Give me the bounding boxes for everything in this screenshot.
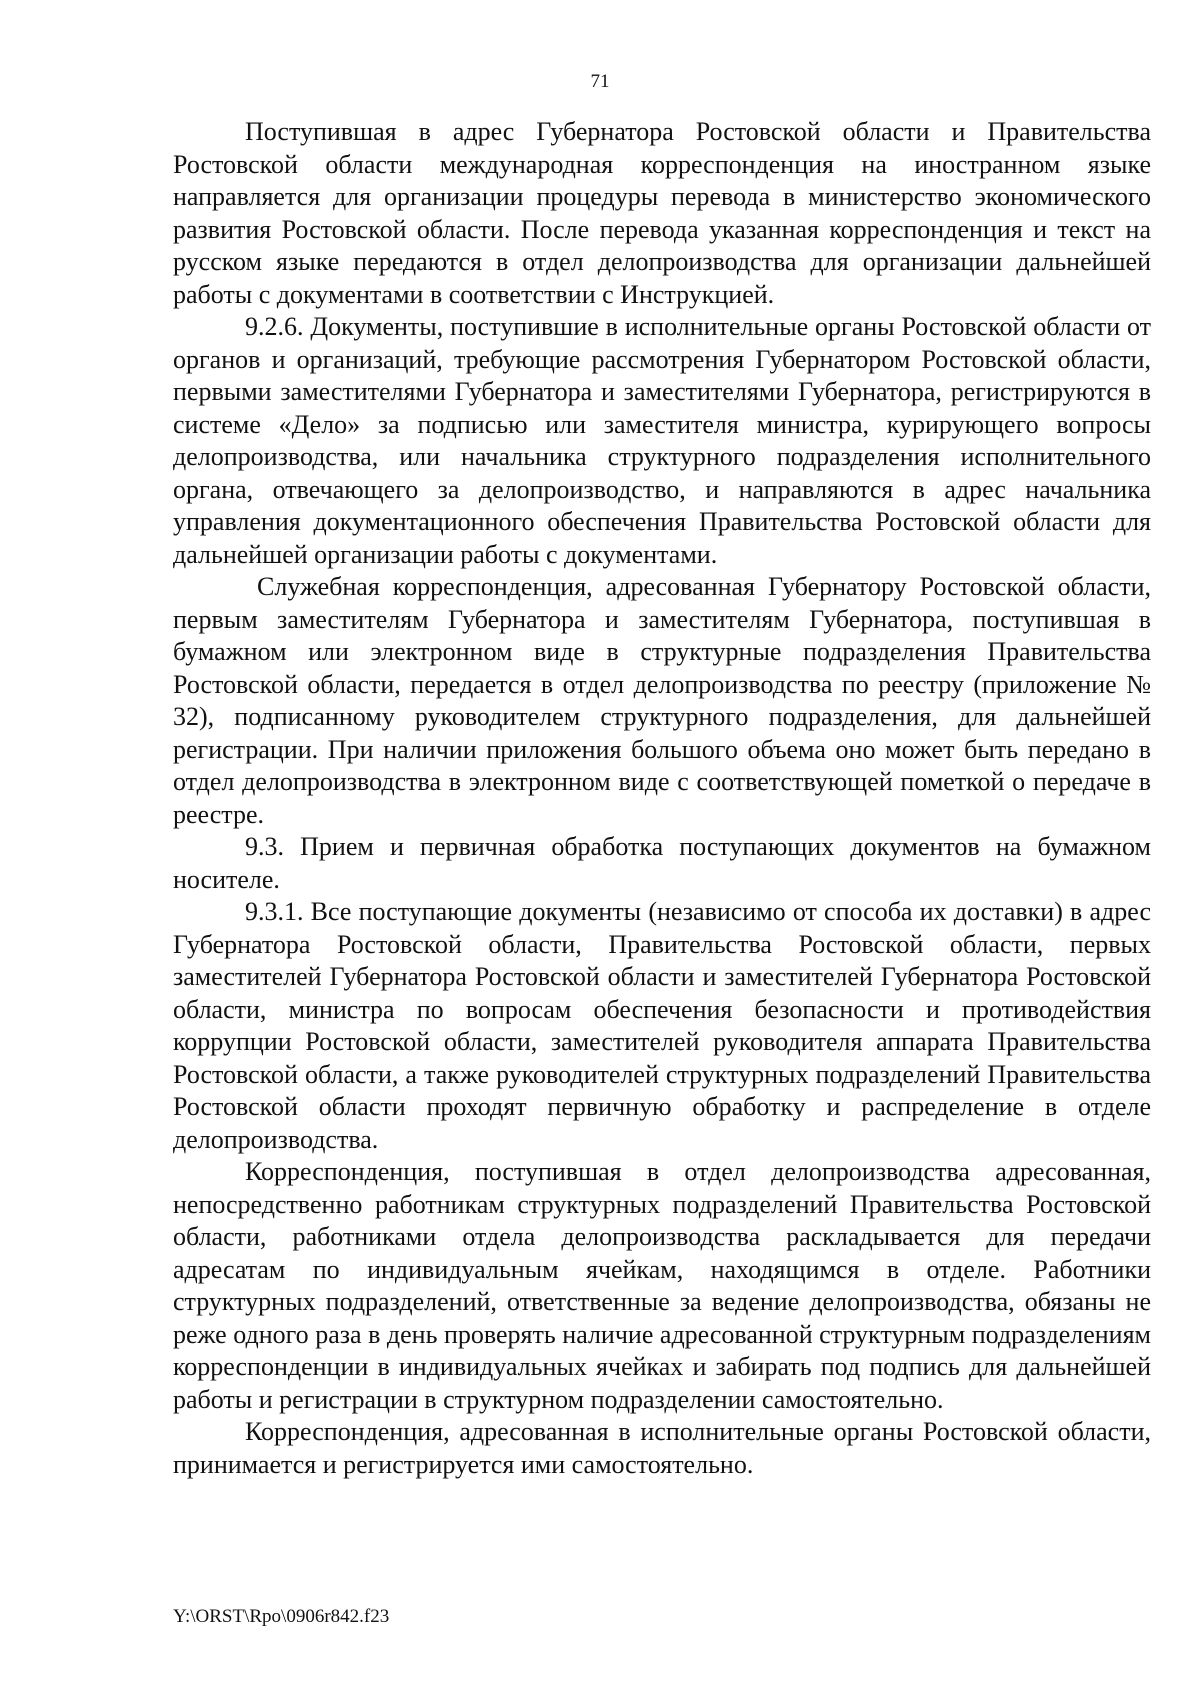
paragraph-9-2-6: 9.2.6. Документы, поступившие в исполнительные органы Ростовской области от органов и организаций, требующие рассмотрения Губернатором Ростовской области, первыми заместителями Губернатора и заместителями Губернатора, регистрируются в системе «Дело» за подписью или заместителя министра, курирующего вопросы делопроизводства, или начальника структурного подразделения исполнительного органа, отвечающего за делопроизводство, и направляются в адрес начальника управления документационного обеспечения Правительства Ростовской области для дальнейшей организации работы с документами. bbox=[173, 312, 1151, 569]
paragraph-executive-bodies-correspondence: Корреспонденция, адресованная в исполнительные органы Ростовской области, принимается и регистрируется ими самостоятельно. bbox=[173, 1417, 1151, 1479]
paragraph-9-3-1: 9.3.1. Все поступающие документы (независимо от способа их доставки) в адрес Губернатора Ростовской области, Правительства Ростовской области, первых заместителей Губернатора Ростовской области и заместителей Губернатора Ростовской области, министра по вопросам обеспечения безопасности и противодействия коррупции Ростовской области, заместителей руководителя аппарата Правительства Ростовской области, а также руководителей структурных подразделений Правительства Ростовской области проходят первичную обработку и распределение в отделе делопроизводства. bbox=[173, 897, 1151, 1154]
paragraph-9-3-heading: 9.3. Прием и первичная обработка поступающих документов на бумажном носителе. bbox=[173, 832, 1151, 894]
paragraph-service-correspondence: Служебная корреспонденция, адресованная Губернатору Ростовской области, первым заместителям Губернатора и заместителям Губернатора, поступившая в бумажном или электронном виде в структурные подразделения Правительства Ростовской области, передается в отдел делопроизводства по реестру (приложение № 32), подписанному руководителем структурного подразделения, для дальнейшей регистрации. При наличии приложения большого объема оно может быть передано в отдел делопроизводства в электронном виде с соответствующей пометкой о передаче в реестре. bbox=[173, 572, 1151, 829]
page-number: 71 bbox=[590, 71, 610, 92]
footer-file-path: Y:\ORST\Rpo\0906r842.f23 bbox=[173, 1606, 390, 1627]
document-body bbox=[173, 116, 1151, 1481]
paragraph-structural-units-correspondence: Корреспонденция, поступившая в отдел делопроизводства адресованная, непосредственно работникам структурных подразделений Правительства Ростовской области, работниками отдела делопроизводства раскладывается для передачи адресатам по индивидуальным ячейкам, находящимся в отделе. Работники структурных подразделений, ответственные за ведение делопроизводства, обязаны не реже одного раза в день проверять наличие адресованной структурным подразделениям корреспонденции в индивидуальных ячейках и забирать под подпись для дальнейшей работы и регистрации в структурном подразделении самостоятельно. bbox=[173, 1157, 1151, 1414]
paragraph-international-correspondence: Поступившая в адрес Губернатора Ростовской области и Правительства Ростовской области международная корреспонденция на иностранном языке направляется для организации процедуры перевода в министерство экономического развития Ростовской области. После перевода указанная корреспонденция и текст на русском языке передаются в отдел делопроизводства для организации дальнейшей работы с документами в соответствии с Инструкцией. bbox=[173, 117, 1151, 309]
